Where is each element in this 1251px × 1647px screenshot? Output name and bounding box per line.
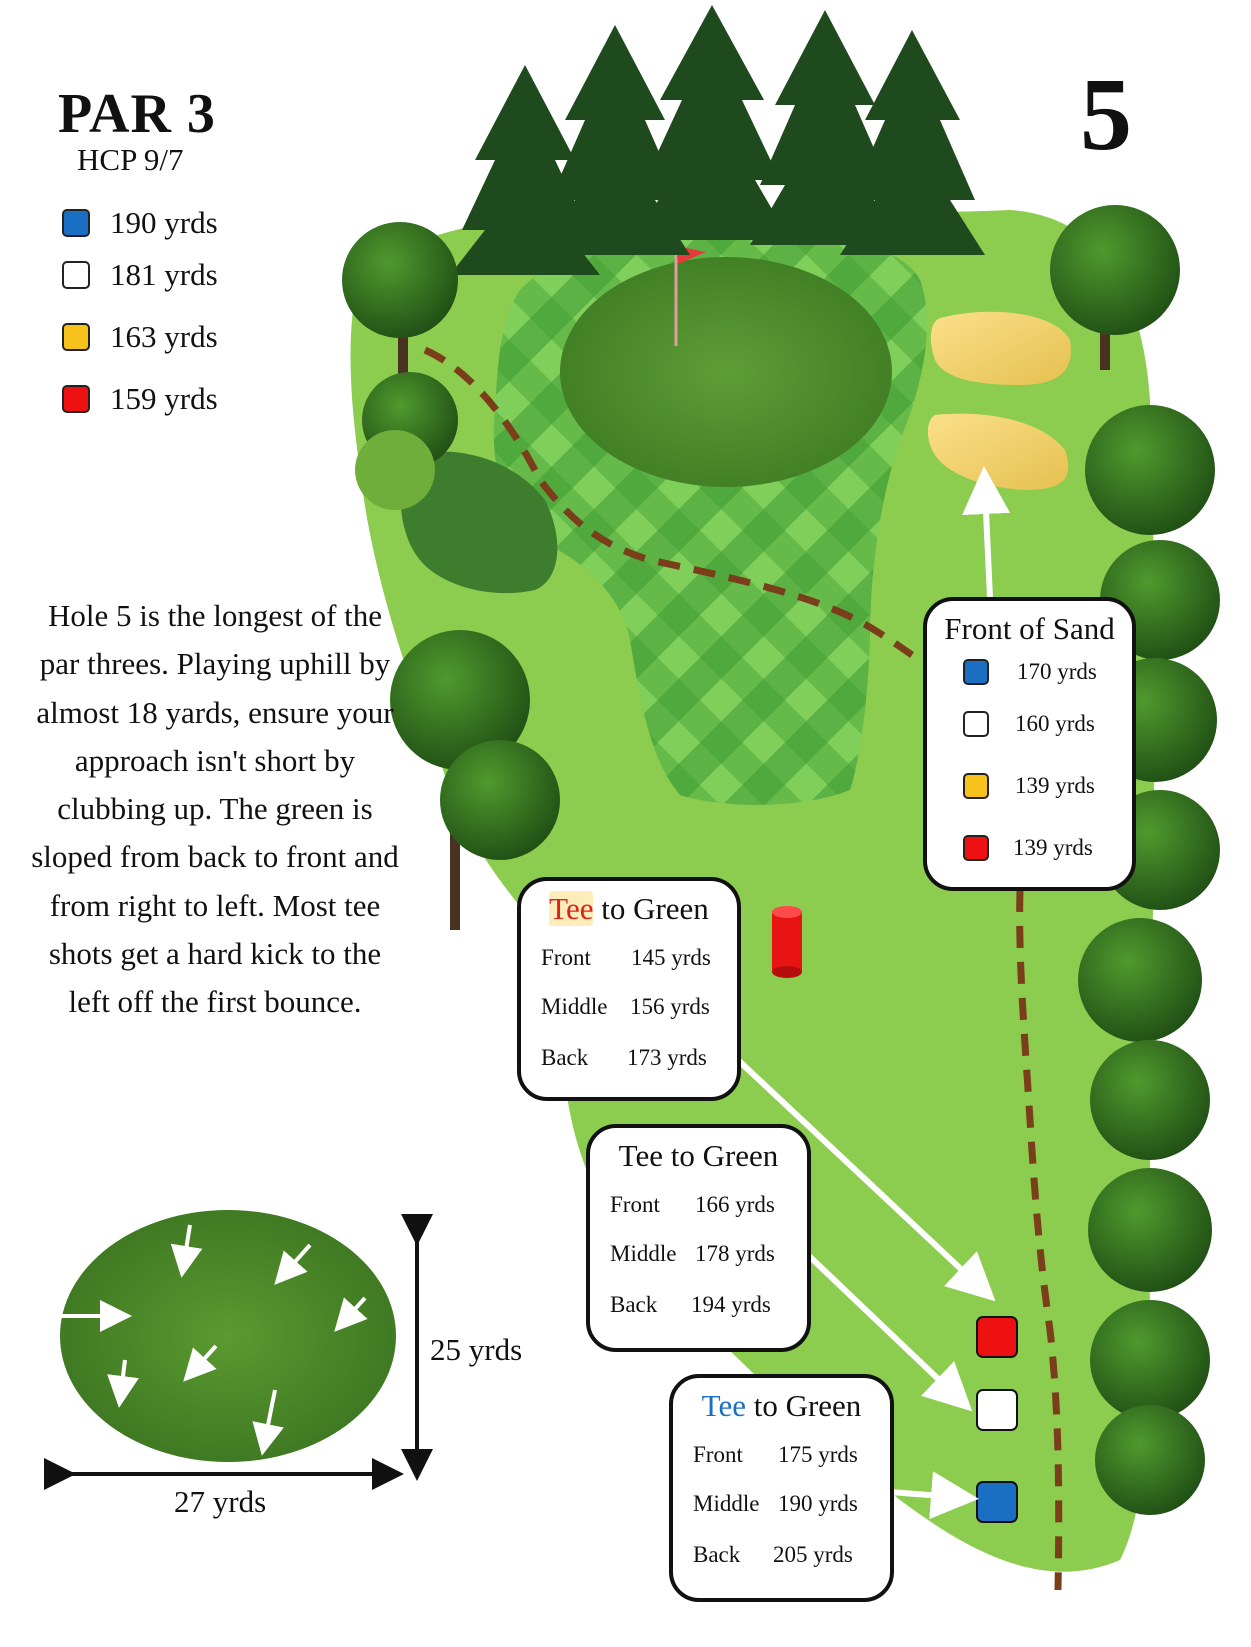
yardage-marker-icon bbox=[772, 906, 802, 978]
sand-yards: 160 yrds bbox=[1015, 711, 1095, 736]
hole-description: Hole 5 is the longest of the par threes. Playing uphill by almost 18 yards, ensure your approach isn't short by clubbing up. The green is sloped from back to front and from right to left. Most tee shots get a hard kick to the left off the first bounce. bbox=[31, 598, 399, 1020]
legend-row-white bbox=[62, 257, 218, 293]
box-title: Tee to Green bbox=[701, 1388, 862, 1423]
white-tee-icon bbox=[963, 711, 989, 737]
box-title: Tee to Green bbox=[618, 1138, 779, 1173]
row-yards: 190 yrds bbox=[778, 1491, 858, 1516]
legend-row-blue bbox=[62, 205, 218, 241]
row-label: Back bbox=[610, 1292, 658, 1317]
row-label: Front bbox=[693, 1442, 743, 1467]
blue-tee-icon bbox=[62, 209, 90, 237]
row-label: Middle bbox=[541, 994, 608, 1019]
red-tee-icon bbox=[963, 835, 989, 861]
row-yards: 205 yrds bbox=[773, 1542, 853, 1567]
yellow-tee-icon bbox=[62, 323, 90, 351]
sand-yards: 170 yrds bbox=[1017, 659, 1097, 684]
legend-yards: 163 yrds bbox=[110, 319, 218, 354]
green-width-label: 27 yrds bbox=[174, 1484, 267, 1519]
hcp-label: HCP 9/7 bbox=[77, 142, 184, 177]
front-of-sand-box bbox=[923, 597, 1136, 891]
white-tee-marker bbox=[977, 1390, 1017, 1430]
row-yards: 175 yrds bbox=[778, 1442, 858, 1467]
tee-to-green-box-blue bbox=[669, 1374, 894, 1602]
tee-to-green-box-red bbox=[517, 877, 741, 1101]
row-yards: 145 yrds bbox=[631, 945, 711, 970]
red-tee-marker bbox=[977, 1317, 1017, 1357]
row-label: Back bbox=[693, 1542, 741, 1567]
blue-tee-icon bbox=[963, 659, 989, 685]
box-title: Front of Sand bbox=[944, 611, 1115, 646]
blue-tee-marker bbox=[977, 1482, 1017, 1522]
row-label: Back bbox=[541, 1045, 589, 1070]
box-title: Tee to Green bbox=[549, 891, 709, 926]
row-yards: 166 yrds bbox=[695, 1192, 775, 1217]
row-label: Middle bbox=[693, 1491, 760, 1516]
row-label: Front bbox=[541, 945, 591, 970]
yellow-tee-icon bbox=[963, 773, 989, 799]
sand-yards: 139 yrds bbox=[1015, 773, 1095, 798]
legend-yards: 190 yrds bbox=[110, 205, 218, 240]
hole-number: 5 bbox=[1080, 57, 1132, 172]
tee-to-green-box-white bbox=[586, 1124, 811, 1352]
row-yards: 156 yrds bbox=[630, 994, 710, 1019]
sand-yards: 139 yrds bbox=[1013, 835, 1093, 860]
row-yards: 194 yrds bbox=[691, 1292, 771, 1317]
row-label: Middle bbox=[610, 1241, 677, 1266]
green-depth-label: 25 yrds bbox=[430, 1332, 523, 1367]
red-tee-icon bbox=[62, 385, 90, 413]
legend-yards: 181 yrds bbox=[110, 257, 218, 292]
putting-green bbox=[560, 257, 892, 487]
legend-row-yellow bbox=[62, 319, 218, 355]
par-label: PAR 3 bbox=[58, 83, 216, 145]
legend-yards: 159 yrds bbox=[110, 381, 218, 416]
green-slope-diagram bbox=[60, 1210, 396, 1462]
row-yards: 178 yrds bbox=[695, 1241, 775, 1266]
pine-trees bbox=[450, 5, 985, 275]
white-tee-icon bbox=[62, 261, 90, 289]
legend-row-red bbox=[62, 381, 218, 417]
row-label: Front bbox=[610, 1192, 660, 1217]
row-yards: 173 yrds bbox=[627, 1045, 707, 1070]
